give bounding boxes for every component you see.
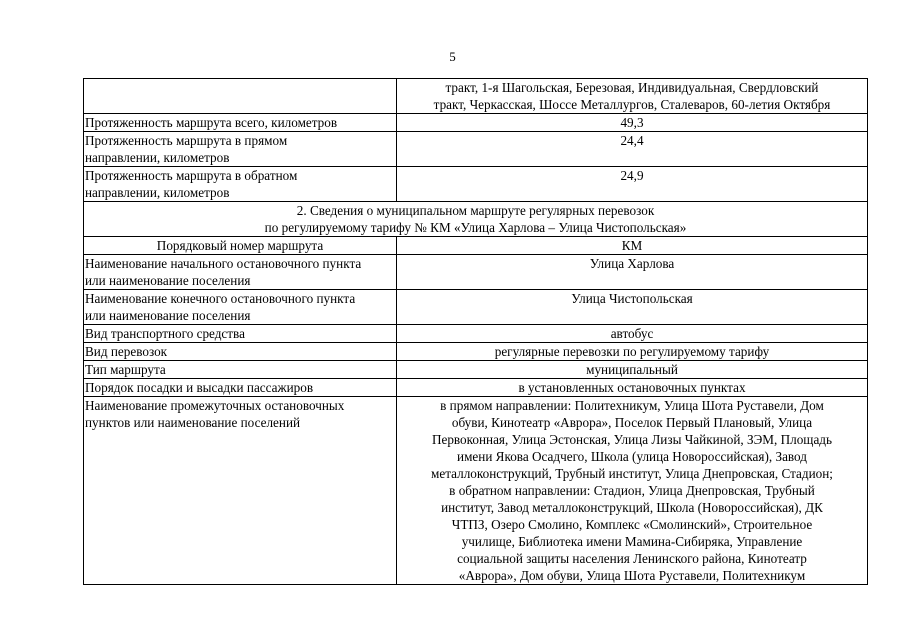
value-line: тракт, 1-я Шагольская, Березовая, Индивидуальная, Свердловский: [445, 80, 819, 95]
row-label: [84, 290, 397, 325]
table-row: [84, 343, 868, 361]
row-value: КМ: [397, 237, 868, 255]
stops-line: Первоконная, Улица Эстонская, Улица Лизы Чайкиной, ЗЭМ, Площадь: [431, 432, 833, 447]
row-label: [84, 79, 397, 114]
label-line: или наименование поселения: [85, 308, 251, 323]
label-line: Протяженность маршрута в обратном: [85, 168, 298, 183]
section-title-line: по регулируемому тарифу № КМ «Улица Харлова – Улица Чистопольская»: [264, 220, 687, 235]
stops-line: ЧТПЗ, Озеро Смолино, Комплекс «Смолинский», Строительное: [451, 517, 813, 532]
row-label: Вид транспортного средства: [84, 325, 397, 343]
table-row: [84, 237, 868, 255]
stops-line: социальной защиты населения Ленинского района, Кинотеатр: [457, 551, 807, 566]
table-row: [84, 325, 868, 343]
row-value: 49,3: [397, 114, 868, 132]
row-label: [84, 167, 397, 202]
route-info-table: [83, 78, 868, 585]
table-row: [84, 167, 868, 202]
row-value: Улица Харлова: [397, 255, 868, 290]
row-label: Порядковый номер маршрута: [84, 237, 397, 255]
table-row: [84, 255, 868, 290]
row-value: 24,9: [397, 167, 868, 202]
row-label: [84, 255, 397, 290]
table-row: [84, 361, 868, 379]
table-row: [84, 397, 868, 585]
row-label: [84, 132, 397, 167]
row-value: муниципальный: [397, 361, 868, 379]
value-line: тракт, Черкасская, Шоссе Металлургов, Сталеваров, 60-летия Октября: [433, 97, 831, 112]
stops-line: металлоконструкций, Трубный институт, Улица Днепровская, Стадион;: [431, 466, 833, 481]
section-title: [84, 202, 868, 237]
table-row: [84, 132, 868, 167]
row-label: Тип маршрута: [84, 361, 397, 379]
row-value: в установленных остановочных пунктах: [397, 379, 868, 397]
table-row: [84, 379, 868, 397]
label-line: Наименование промежуточных остановочных: [85, 398, 345, 413]
section-heading-row: [84, 202, 868, 237]
section-title-line: 2. Сведения о муниципальном маршруте регулярных перевозок: [296, 203, 655, 218]
label-line: пунктов или наименование поселений: [85, 415, 301, 430]
label-line: Протяженность маршрута в прямом: [85, 133, 288, 148]
stops-line: обуви, Кинотеатр «Аврора», Поселок Первый Плановый, Улица: [451, 415, 813, 430]
stops-line: в обратном направлении: Стадион, Улица Днепровская, Трубный: [449, 483, 815, 498]
row-value: 24,4: [397, 132, 868, 167]
table-row: [84, 114, 868, 132]
stops-line: имени Якова Осадчего, Школа (улица Новороссийская), Завод: [457, 449, 807, 464]
stops-line: училище, Библиотека имени Мамина-Сибиряка, Управление: [461, 534, 803, 549]
stops-line: в прямом направлении: Политехникум, Улица Шота Руставели, Дом: [440, 398, 824, 413]
page-number: 5: [449, 49, 456, 64]
row-label: Порядок посадки и высадки пассажиров: [84, 379, 397, 397]
row-value: автобус: [397, 325, 868, 343]
stops-list: [397, 397, 868, 585]
row-label: [84, 397, 397, 585]
label-line: направлении, километров: [85, 185, 230, 200]
label-line: Наименование начального остановочного пункта: [85, 256, 362, 271]
table-row: [84, 79, 868, 114]
row-value: [397, 79, 868, 114]
row-label: Вид перевозок: [84, 343, 397, 361]
label-line: направлении, километров: [85, 150, 230, 165]
row-value: Улица Чистопольская: [397, 290, 868, 325]
stops-line: институт, Завод металлоконструкций, Школа (Новороссийская), ДК: [441, 500, 823, 515]
label-line: Наименование конечного остановочного пункта: [85, 291, 356, 306]
stops-line: «Аврора», Дом обуви, Улица Шота Руставели, Политехникум: [458, 568, 806, 583]
row-label: Протяженность маршрута всего, километров: [84, 114, 397, 132]
table-row: [84, 290, 868, 325]
label-line: или наименование поселения: [85, 273, 251, 288]
row-value: регулярные перевозки по регулируемому тарифу: [397, 343, 868, 361]
